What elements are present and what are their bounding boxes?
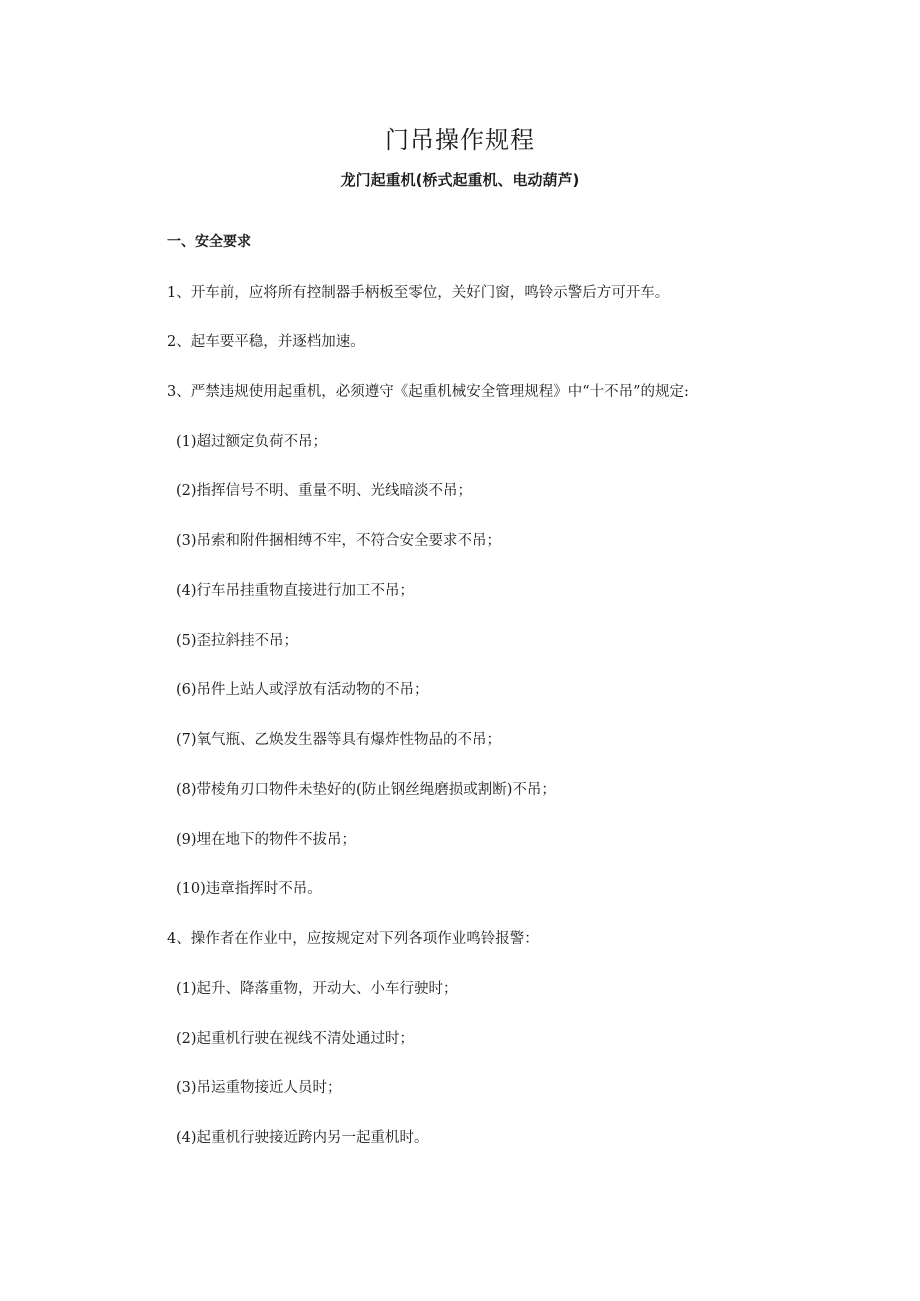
sub-item: (2)起重机行驶在视线不清处通过时； (176, 1031, 415, 1047)
sub-item: (10)违章指挥时不吊。 (176, 881, 322, 897)
document-subtitle: 龙门起重机(桥式起重机、电动葫芦) (340, 171, 580, 189)
sub-item: (4)行车吊挂重物直接进行加工不吊； (176, 583, 415, 599)
rule-item: 1、开车前，应将所有控制器手柄板至零位，关好门窗，鸣铃示警后方可开车。 (167, 285, 670, 301)
sub-item: (8)带棱角刃口物件未垫好的(防止钢丝绳磨损或割断)不吊； (176, 782, 556, 798)
section-heading: 一、安全要求 (167, 234, 251, 250)
sub-item: (6)吊件上站人或浮放有活动物的不吊； (176, 682, 429, 698)
rule-item: 3、严禁违规使用起重机，必须遵守《起重机械安全管理规程》中“十不吊”的规定: (167, 384, 689, 400)
sub-item: (3)吊索和附件捆相缚不牢，不符合安全要求不吊； (176, 533, 502, 549)
sub-item: (2)指挥信号不明、重量不明、光线暗淡不吊； (176, 483, 473, 499)
sub-item: (1)起升、降落重物，开动大、小车行驶时； (176, 981, 458, 997)
sub-item: (7)氧气瓶、乙焕发生器等具有爆炸性物品的不吊； (176, 732, 502, 748)
document-title: 门吊操作规程 (385, 126, 535, 154)
sub-item: (9)埋在地下的物件不拔吊； (176, 832, 357, 848)
rule-item: 4、操作者在作业中，应按规定对下列各项作业鸣铃报警： (167, 931, 539, 947)
sub-item: (5)歪拉斜挂不吊； (176, 633, 299, 649)
sub-item: (4)起重机行驶接近跨内另一起重机时。 (176, 1130, 429, 1146)
sub-item: (3)吊运重物接近人员时； (176, 1080, 342, 1096)
sub-item: (1)超过额定负荷不吊； (176, 434, 328, 450)
rule-item: 2、起车要平稳，并逐档加速。 (167, 334, 365, 350)
